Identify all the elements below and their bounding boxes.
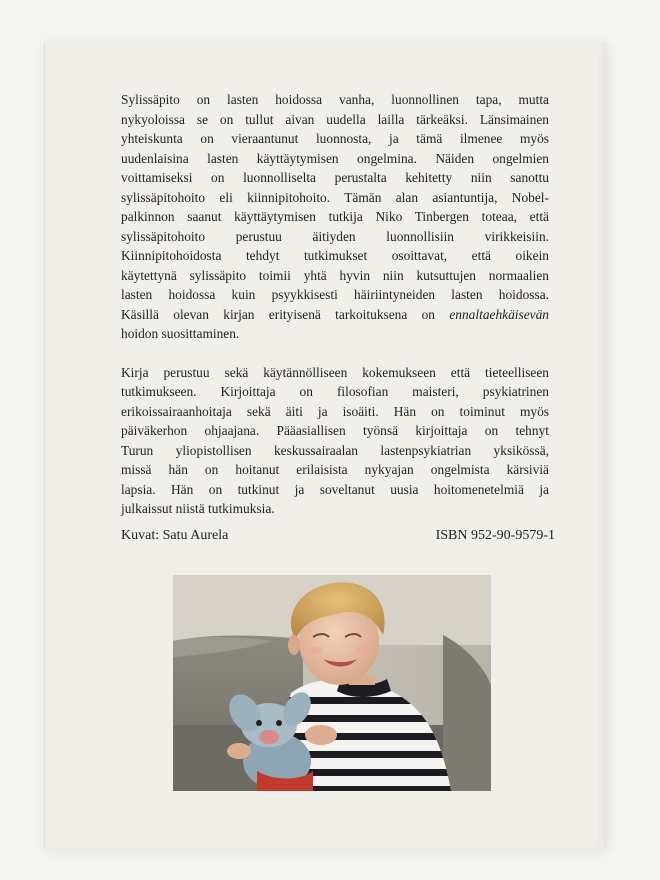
text-line: Kirja perustuu sekä käytännölliseen kokemukseen että tieteelliseen: [121, 364, 549, 380]
credits-row: [121, 528, 555, 544]
blurb-paragraph-2: [121, 363, 549, 519]
text-line: yhteiskunta on vieraantunut luonnosta, ja tämä ilmenee myös: [121, 131, 549, 146]
text-line: Turun yliopistollisen keskussairaalan lastenpsykiatrian yksikössä,: [121, 442, 549, 458]
text-run: Käsillä olevan kirjan erityisenä tarkoituksena on: [121, 306, 436, 322]
text-line: erikoissairaanhoitaja sekä äiti ja isoäiti. Hän on toiminut myös: [121, 403, 549, 419]
text-line: uudenlaisina lasten käyttäytymisen ongelmina. Näiden ongelmien: [121, 150, 549, 166]
text-line: Sylissäpito on lasten hoidossa vanha, luonnollinen tapa, mutta: [121, 92, 549, 107]
book-edge: [596, 56, 606, 846]
isbn-number: ISBN 952-90-9579-1: [435, 528, 555, 543]
text-line: lasten hoidossa kuin psyykkisesti häiriintyneiden lasten hoidossa.: [121, 287, 549, 302]
text-line: missä hän on hoitanut erilaisista nykyajan ongelmista kärsiviä: [121, 462, 549, 477]
text-line: hoidon suosittaminen.: [121, 326, 240, 341]
text-line: sylissäpitohoito eli kiinnipitohoito. Tämän alan asiantuntija, Nobel-: [121, 189, 549, 205]
text-line: [121, 305, 549, 325]
text-line: tutkimukseen. Kirjoittaja on filosofian maisteri, psykiatrinen: [121, 384, 549, 399]
blurb-text: [121, 90, 549, 519]
photo-child-with-toy: [173, 575, 491, 791]
blurb-paragraph-1: [121, 90, 549, 344]
text-line: käytettynä sylissäpito toimii yhtä hyvin niin kutsuttujen normaalien: [121, 267, 549, 283]
illustrator-credit: Kuvat: Satu Aurela: [121, 528, 229, 543]
text-line: päiväkerhon ohjaajana. Pääasiallisen työnsä kirjoittaja on tehnyt: [121, 423, 549, 438]
text-line: julkaissut niistä tutkimuksia.: [121, 501, 275, 516]
cover-photo: [173, 575, 491, 791]
italic-emphasis: ennaltaehkäisevän: [449, 306, 549, 322]
text-line: sylissäpitohoito perustuu äitiyden luonnollisiin virikkeisiin.: [121, 228, 549, 244]
text-line: nykyoloissa se on tullut aivan uudella lailla tärkeäksi. Länsimainen: [121, 111, 549, 127]
text-line: voittamiseksi on luonnolliselta perustalta kehitetty niin sanottu: [121, 170, 549, 185]
text-line: lapsia. Hän on tutkinut ja soveltanut uusia hoitomenetelmiä ja: [121, 481, 549, 497]
text-line: Kiinnipitohoidosta tehdyt tutkimukset osoittavat, että oikein: [121, 248, 549, 263]
text-line: palkinnon saanut käyttäytymisen tutkija Niko Tinbergen toteaa, että: [121, 209, 549, 224]
